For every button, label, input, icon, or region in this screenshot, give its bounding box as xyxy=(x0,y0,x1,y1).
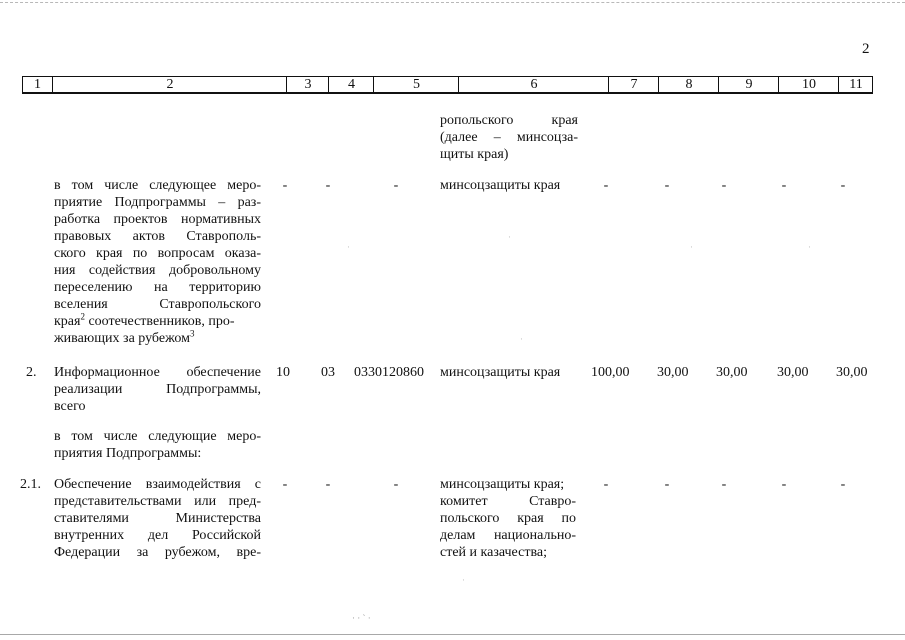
scan-speck: · · ` · xyxy=(352,613,371,623)
text-line: Федерации за рубежом, вре- xyxy=(54,545,261,560)
scan-speck: · xyxy=(508,232,511,242)
col-9-number: 9 xyxy=(718,77,779,92)
text-line: переселению на территорию xyxy=(54,280,261,295)
sub-event-col7-dash: - xyxy=(603,178,609,193)
sub-event-col3-dash: - xyxy=(282,178,288,193)
page-number: 2 xyxy=(862,41,870,57)
sub-event-col10-dash: - xyxy=(781,178,787,193)
text-line: делам национально- xyxy=(440,528,576,543)
scan-top-edge xyxy=(0,2,905,3)
row-2-1-executor-cell xyxy=(440,476,576,561)
text-line: щиты края) xyxy=(440,147,509,162)
text-line: Информационное обеспечение xyxy=(54,365,261,380)
continued-executor-cell xyxy=(440,112,578,163)
row-2-1-col9-dash: - xyxy=(721,477,727,492)
text-line: ния содействия добровольному xyxy=(54,263,261,278)
footnote-mark: 2 xyxy=(80,311,85,322)
column-number-header xyxy=(22,76,873,94)
row-2-col5: 0330120860 xyxy=(354,365,424,380)
col-6-number: 6 xyxy=(458,77,609,92)
sub-event-col11-dash: - xyxy=(840,178,846,193)
row-2-1-col3-dash: - xyxy=(282,477,288,492)
row-2-name-cell xyxy=(54,364,261,415)
text-line: ского края по вопросам оказа- xyxy=(54,246,261,261)
row-2-col8: 30,00 xyxy=(657,365,689,380)
sub-event-executor: минсоцзащиты края xyxy=(440,178,561,193)
row-2-1-col5-dash: - xyxy=(393,477,399,492)
sub-event-name-cell xyxy=(54,177,261,347)
text-line: вселения Ставропольского xyxy=(54,297,261,312)
text-line: представительствами или пред- xyxy=(54,494,261,509)
col-7-number: 7 xyxy=(608,77,659,92)
text-line: Обеспечение взаимодействия с xyxy=(54,477,261,492)
scan-speck: · xyxy=(347,242,350,252)
col-2-number: 2 xyxy=(52,77,287,92)
text-line: работка проектов нормативных xyxy=(54,212,261,227)
row-2-1-name-cell xyxy=(54,476,261,561)
text-line: минсоцзащиты края; xyxy=(440,477,565,492)
row-2-col9: 30,00 xyxy=(716,365,748,380)
text-line: в том числе следующие меро- xyxy=(54,429,261,444)
scan-speck: · xyxy=(690,242,693,252)
text-line: всего xyxy=(54,399,86,414)
col-10-number: 10 xyxy=(778,77,839,92)
text-line: комитет Ставро- xyxy=(440,494,576,509)
row-2-1-col8-dash: - xyxy=(664,477,670,492)
scan-bottom-edge xyxy=(0,634,905,635)
row-2-col10: 30,00 xyxy=(777,365,809,380)
text-line: польского края по xyxy=(440,511,576,526)
text-line: приятия Подпрограммы: xyxy=(54,446,202,461)
row-2-col3: 10 xyxy=(276,365,290,380)
sub-event-col8-dash: - xyxy=(664,178,670,193)
text-line-with-footnote xyxy=(54,313,261,330)
text-line: стей и казачества; xyxy=(440,545,547,560)
col-8-number: 8 xyxy=(658,77,719,92)
text-fragment: соотечественников, про- xyxy=(84,314,235,329)
col-4-number: 4 xyxy=(328,77,374,92)
col-1-number: 1 xyxy=(34,77,41,92)
text-line: ставителями Министерства xyxy=(54,511,261,526)
sub-event-col4-dash: - xyxy=(325,178,331,193)
row-2-1-col4-dash: - xyxy=(325,477,331,492)
scan-speck: · xyxy=(808,242,811,252)
row-2-col4: 03 xyxy=(321,365,335,380)
text-line: приятие Подпрограммы – раз- xyxy=(54,195,261,210)
text-line: (далее – минсоцза- xyxy=(440,130,578,145)
row-2-number: 2. xyxy=(26,365,37,380)
row-2-executor: минсоцзащиты края xyxy=(440,365,561,380)
row-2-col11: 30,00 xyxy=(836,365,868,380)
row-2-col7: 100,00 xyxy=(591,365,630,380)
text-line: реализации Подпрограммы, xyxy=(54,382,261,397)
text-line-with-footnote xyxy=(54,330,261,347)
col-3-number: 3 xyxy=(286,77,329,92)
text-line: внутренних дел Российской xyxy=(54,528,261,543)
col-5-number: 5 xyxy=(373,77,459,92)
scan-speck: · xyxy=(520,334,523,344)
row-2-1-number: 2.1. xyxy=(20,477,41,492)
including-events-note xyxy=(54,428,261,462)
footnote-mark: 3 xyxy=(189,328,195,339)
text-fragment: живающих за рубежом xyxy=(54,331,190,346)
text-line: правовых актов Ставрополь- xyxy=(54,229,261,244)
row-2-1-col7-dash: - xyxy=(603,477,609,492)
row-2-1-col10-dash: - xyxy=(781,477,787,492)
scan-speck: · xyxy=(462,575,465,585)
text-fragment: края xyxy=(54,314,81,329)
sub-event-col5-dash: - xyxy=(393,178,399,193)
text-line: в том числе следующее меро- xyxy=(54,178,261,193)
text-line: ропольского края xyxy=(440,113,578,128)
row-2-1-col11-dash: - xyxy=(840,477,846,492)
sub-event-col9-dash: - xyxy=(721,178,727,193)
col-11-number: 11 xyxy=(838,77,873,92)
